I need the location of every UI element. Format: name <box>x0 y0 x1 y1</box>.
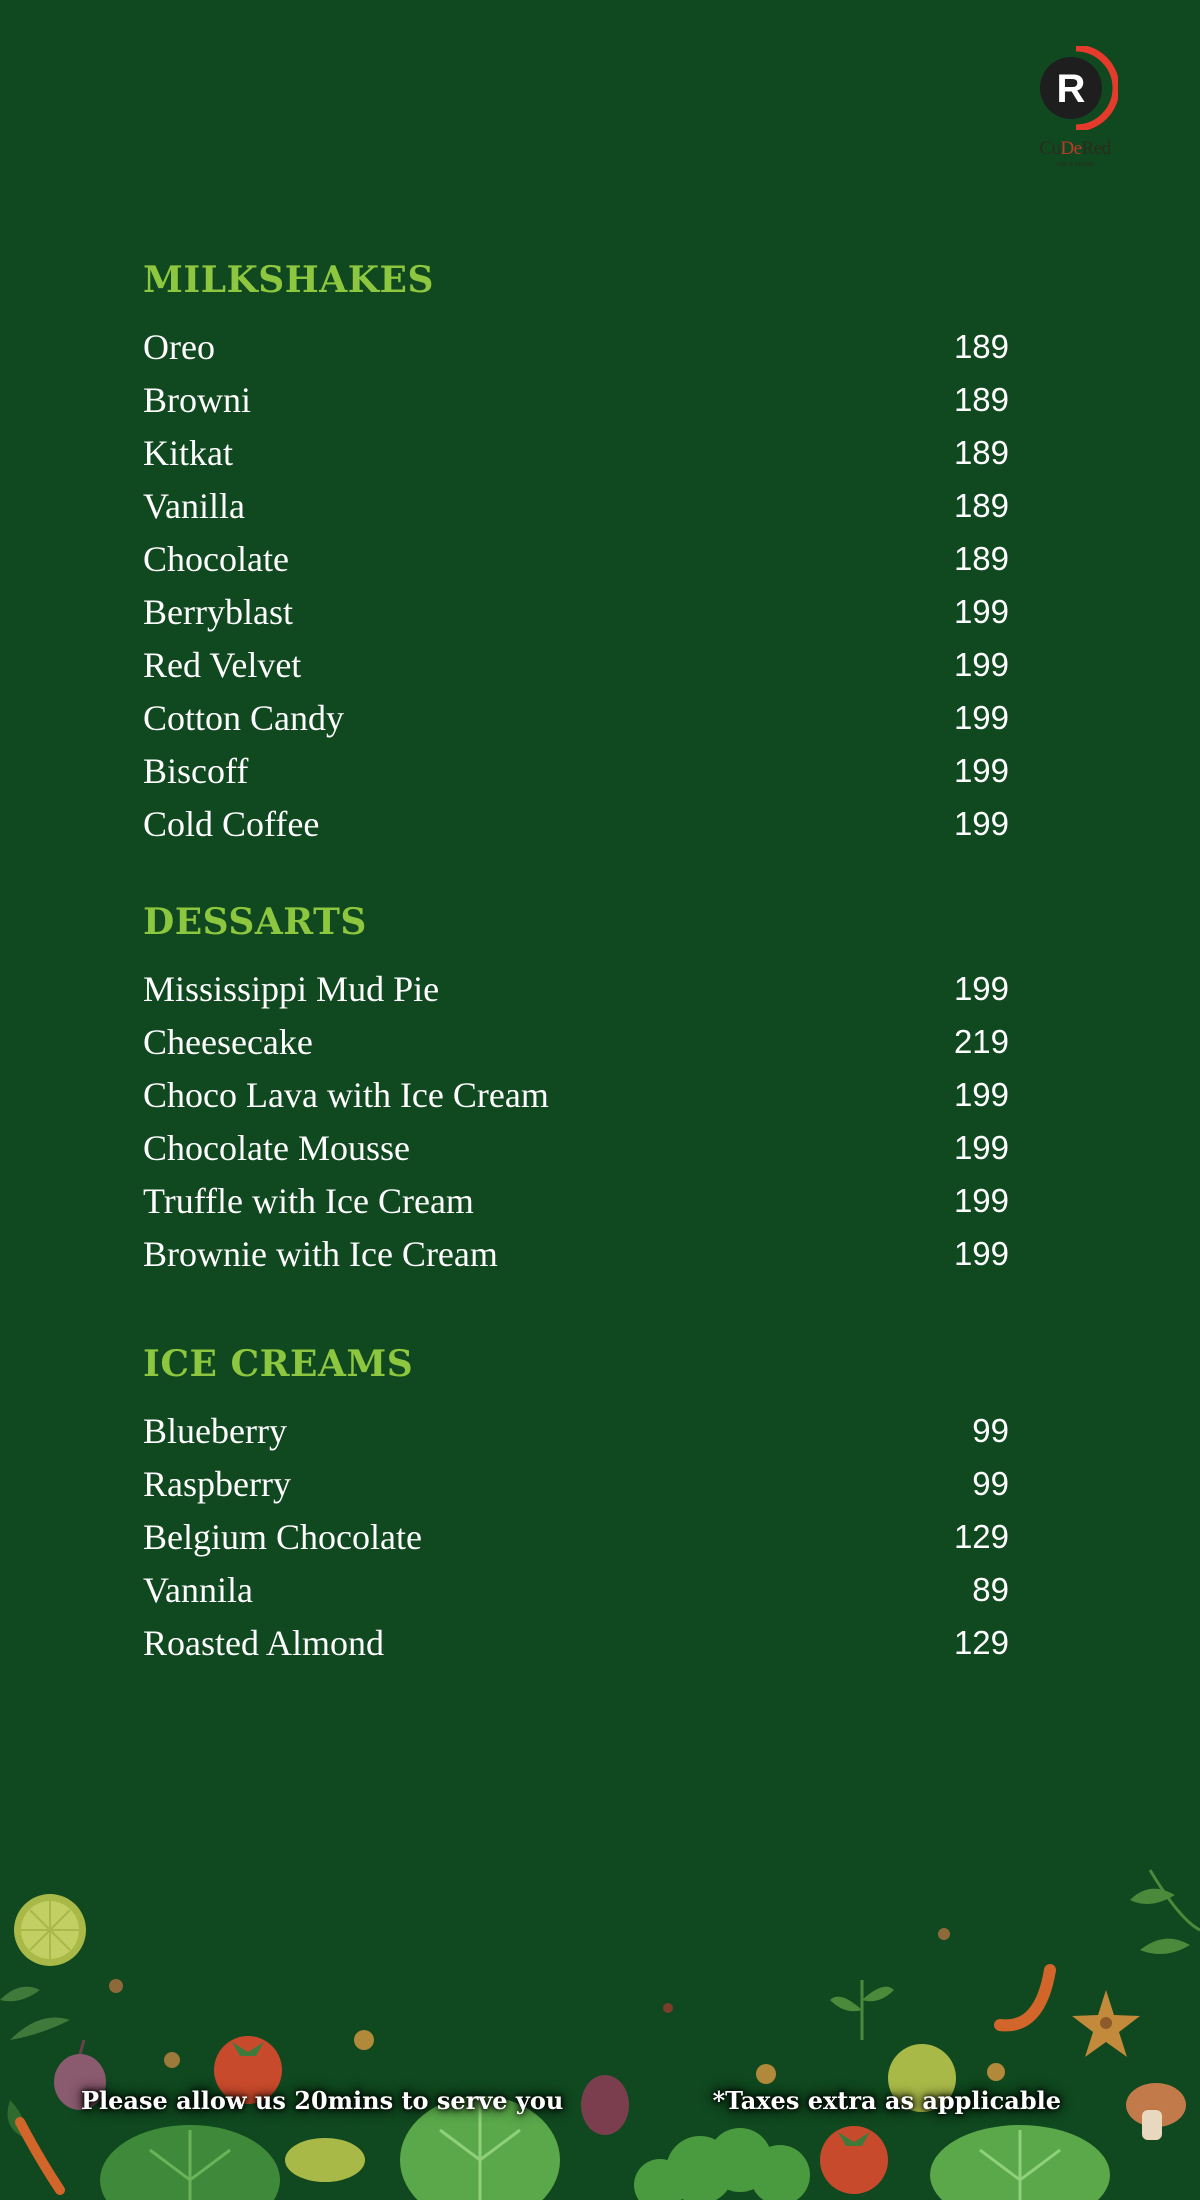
item-price: 89 <box>972 1570 1009 1608</box>
mushroom-icon <box>1126 2083 1186 2140</box>
menu-list <box>143 252 1009 1713</box>
item-price: 189 <box>953 327 1009 365</box>
chilli-icon <box>1000 1970 1050 2025</box>
serving-time-note: Please allow us 20mins to serve you <box>81 2086 564 2115</box>
seed-icon <box>987 2063 1005 2081</box>
menu-item <box>143 1510 1009 1563</box>
logo-wordmark <box>1020 138 1130 160</box>
menu-item <box>143 1563 1009 1616</box>
lime-icon <box>14 1894 86 1966</box>
menu-item <box>143 373 1009 426</box>
item-name: Brownie with Ice Cream <box>143 1233 498 1274</box>
item-name: Browni <box>143 379 251 420</box>
item-name: Vannila <box>143 1569 253 1610</box>
item-price: 99 <box>972 1411 1009 1449</box>
menu-item <box>143 585 1009 638</box>
item-name: Truffle with Ice Cream <box>143 1180 474 1221</box>
section-desserts <box>143 894 1009 1280</box>
seed-icon <box>109 1979 123 1993</box>
herb-sprig-icon <box>830 1980 894 2040</box>
menu-item <box>143 1068 1009 1121</box>
menu-item <box>143 1121 1009 1174</box>
item-name: Raspberry <box>143 1463 291 1504</box>
logo-tagline: cafe & kitchen <box>1056 162 1094 168</box>
menu-item <box>143 691 1009 744</box>
section-title: ICE CREAMS <box>143 1343 414 1385</box>
eggplant-icon <box>581 2075 629 2135</box>
menu-item <box>143 797 1009 850</box>
item-price: 199 <box>953 698 1009 736</box>
herb-leaf-icon <box>1130 1870 1200 1954</box>
logo-name-part1: Cu <box>1039 138 1061 159</box>
item-name: Cheesecake <box>143 1021 313 1062</box>
menu-item <box>143 320 1009 373</box>
chilli-icon <box>20 2122 60 2190</box>
item-name: Red Velvet <box>143 644 302 685</box>
item-name: Vanilla <box>143 485 245 526</box>
section-ice-creams <box>143 1336 1009 1669</box>
item-name: Cotton Candy <box>143 697 345 738</box>
brand-logo <box>1020 40 1130 180</box>
menu-item <box>143 1616 1009 1669</box>
menu-item <box>143 1457 1009 1510</box>
logo-letter: R <box>1056 67 1086 111</box>
seed-icon <box>938 1928 950 1940</box>
item-price: 199 <box>953 804 1009 842</box>
item-name: Kitkat <box>143 432 233 473</box>
menu-item <box>143 479 1009 532</box>
menu-item <box>143 532 1009 585</box>
item-price: 219 <box>953 1022 1009 1060</box>
broccoli-icon <box>634 2128 810 2200</box>
spinach-icon <box>930 2125 1110 2200</box>
item-price: 199 <box>953 645 1009 683</box>
item-name: Biscoff <box>143 750 249 791</box>
tax-note: *Taxes extra as applicable <box>712 2086 1061 2115</box>
menu-item <box>143 1227 1009 1280</box>
menu-item <box>143 426 1009 479</box>
cabbage-icon <box>100 2125 280 2200</box>
tomato-icon <box>820 2126 888 2194</box>
star-anise-icon <box>1072 1990 1140 2057</box>
item-name: Oreo <box>143 326 215 367</box>
item-price: 199 <box>953 1181 1009 1219</box>
item-price: 199 <box>953 592 1009 630</box>
item-price: 189 <box>953 539 1009 577</box>
item-price: 189 <box>953 380 1009 418</box>
vegetable-decoration <box>0 1860 1200 2200</box>
menu-item <box>143 1404 1009 1457</box>
menu-item <box>143 962 1009 1015</box>
item-name: Chocolate Mousse <box>143 1127 410 1168</box>
seed-icon <box>756 2064 776 2084</box>
item-name: Blueberry <box>143 1410 287 1451</box>
logo-name-part2: Red <box>1081 138 1111 159</box>
menu-item <box>143 638 1009 691</box>
item-name: Mississippi Mud Pie <box>143 968 440 1009</box>
item-name: Berryblast <box>143 591 293 632</box>
logo-name-accent: De <box>1060 138 1082 159</box>
item-name: Belgium Chocolate <box>143 1516 422 1557</box>
item-price: 199 <box>953 1234 1009 1272</box>
lemon-slice-icon <box>285 2138 365 2182</box>
section-milkshakes <box>143 252 1009 850</box>
item-name: Choco Lava with Ice Cream <box>143 1074 549 1115</box>
item-price: 129 <box>953 1517 1009 1555</box>
item-price: 189 <box>953 433 1009 471</box>
item-price: 199 <box>953 1128 1009 1166</box>
item-price: 199 <box>953 969 1009 1007</box>
item-price: 199 <box>953 1075 1009 1113</box>
seed-icon <box>164 2052 180 2068</box>
seed-icon <box>354 2030 374 2050</box>
menu-item <box>143 1174 1009 1227</box>
menu-item <box>143 744 1009 797</box>
logo-mark-icon <box>1034 46 1118 130</box>
item-price: 189 <box>953 486 1009 524</box>
item-name: Chocolate <box>143 538 289 579</box>
herb-leaf-icon <box>0 1987 70 2140</box>
menu-item <box>143 1015 1009 1068</box>
item-name: Cold Coffee <box>143 803 320 844</box>
item-price: 99 <box>972 1464 1009 1502</box>
item-price: 129 <box>953 1623 1009 1661</box>
item-price: 199 <box>953 751 1009 789</box>
section-title: MILKSHAKES <box>143 259 434 301</box>
seed-icon <box>663 2003 673 2013</box>
item-name: Roasted Almond <box>143 1622 384 1663</box>
section-title: DESSARTS <box>143 901 367 943</box>
